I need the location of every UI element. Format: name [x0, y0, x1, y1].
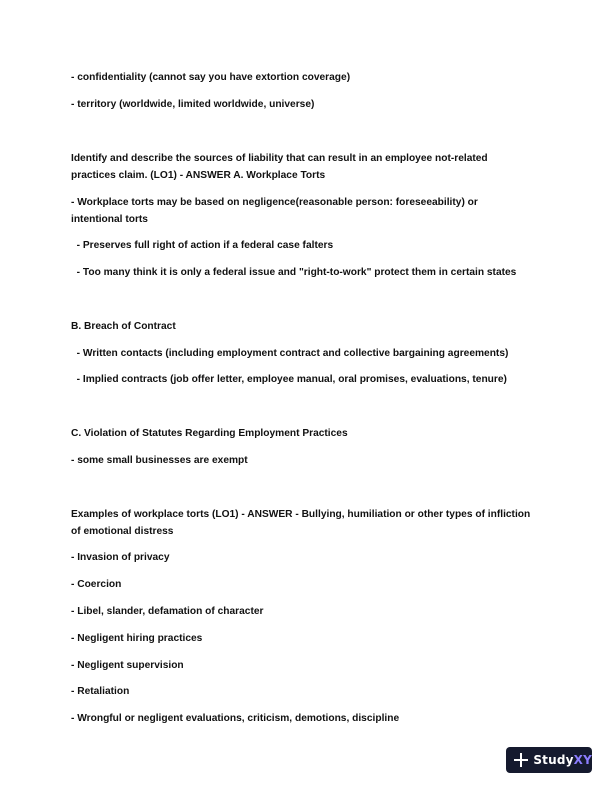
list-item: - Retaliation	[71, 686, 130, 697]
text-line: - Workplace torts may be based on negligence(reasonable person: foreseeability) or intentional torts	[71, 197, 478, 225]
list-item: - Coercion	[71, 579, 122, 590]
brand-study: Study	[533, 753, 574, 767]
list-item: - Invasion of privacy	[71, 552, 170, 563]
section-heading: C. Violation of Statutes Regarding Employment Practices	[71, 428, 348, 439]
text-line: - confidentiality (cannot say you have extortion coverage)	[71, 72, 351, 83]
text-line: - Implied contracts (job offer letter, employee manual, oral promises, evaluations, tenure)	[71, 374, 507, 385]
brand-xy: XY	[573, 753, 592, 767]
studyxy-logo-badge[interactable]	[506, 747, 592, 773]
text-line: - Written contacts (including employment contract and collective bargaining agreements)	[71, 348, 509, 359]
list-item: - Negligent hiring practices	[71, 633, 203, 644]
section-heading: B. Breach of Contract	[71, 321, 176, 332]
brand-name	[533, 753, 592, 767]
text-line: - Preserves full right of action if a federal case falters	[71, 240, 334, 251]
list-item: - Wrongful or negligent evaluations, criticism, demotions, discipline	[71, 713, 400, 724]
text-line: - territory (worldwide, limited worldwide, universe)	[71, 99, 315, 110]
list-item: - Negligent supervision	[71, 660, 184, 671]
question-answer: Examples of workplace torts (LO1) - ANSWER - Bullying, humiliation or other types of infliction of emotional distress	[71, 509, 531, 537]
plus-icon	[512, 751, 529, 769]
list-item: - Libel, slander, defamation of character	[71, 606, 264, 617]
text-line: - Too many think it is only a federal issue and "right-to-work" protect them in certain states	[71, 267, 517, 278]
question-answer: Identify and describe the sources of liability that can result in an employee not-related practices claim. (LO1) - ANSWER A. Workplace Torts	[71, 153, 488, 181]
text-line: - some small businesses are exempt	[71, 455, 248, 466]
